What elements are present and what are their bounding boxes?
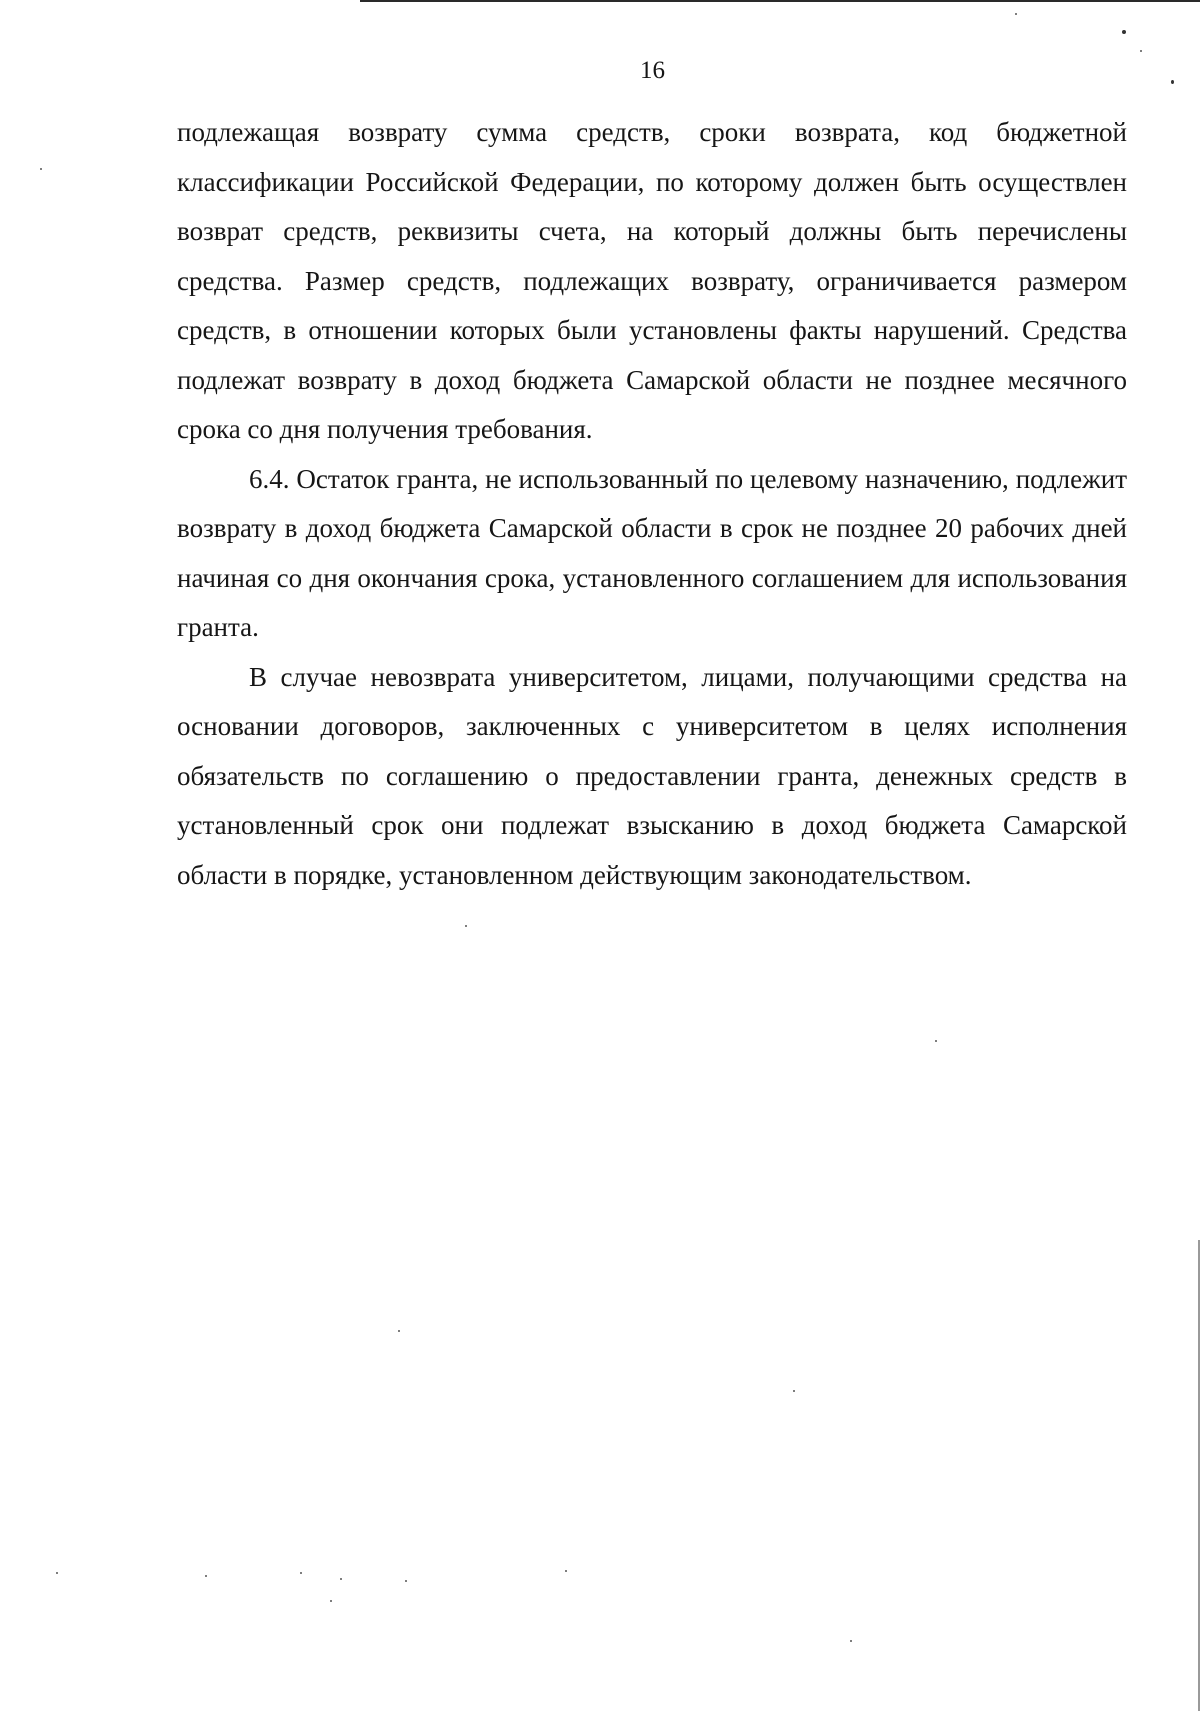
scan-speck xyxy=(340,1578,342,1580)
page-number: 16 xyxy=(640,57,665,84)
scan-speck xyxy=(793,1390,795,1392)
scan-speck xyxy=(1122,30,1126,34)
paragraph-continuation: подлежащая возврату сумма средств, сроки возврата, код бюджетной классификации Российской Федерации, по которому должен быть осуществлен возврат средств, реквизиты счета, на который должны быть перечислены средства. Размер средств, подлежащих возврату, ограничивается размером средств, в отношении которых были установлены факты нарушений. Средства подлежат возврату в доход бюджета Самарской области не позднее месячного срока со дня получения требования. xyxy=(177,117,1127,444)
scan-speck xyxy=(565,1570,567,1572)
scan-edge-top xyxy=(360,0,1200,2)
paragraph-non-return: В случае невозврата университетом, лицами, получающими средства на основании договоров, заключенных с университетом в целях исполнения обязательств по соглашению о предоставлении гранта, денежных средств в установленный срок они подлежат взысканию в доход бюджета Самарской области в порядке, установленном действующим законодательством. xyxy=(177,661,1127,890)
scan-speck xyxy=(330,1600,332,1602)
scan-speck xyxy=(1015,13,1017,15)
document-body xyxy=(177,108,1127,900)
scan-speck xyxy=(405,1580,407,1582)
scan-speck xyxy=(850,1640,852,1642)
scan-speck xyxy=(205,1575,207,1577)
paragraph-6-4: 6.4. Остаток гранта, не использованный по целевому назначению, подлежит возврату в доход бюджета Самарской области в срок не позднее 20 рабочих дней начиная со дня окончания срока, установленного соглашением для использования гранта. xyxy=(177,463,1127,642)
scan-speck xyxy=(465,925,467,927)
scan-speck xyxy=(1171,80,1174,84)
scan-speck xyxy=(56,1572,58,1574)
scan-speck xyxy=(398,1330,400,1332)
scan-speck xyxy=(935,1040,937,1042)
scan-speck xyxy=(1140,50,1142,52)
scan-speck xyxy=(300,1572,302,1574)
scan-speck xyxy=(40,168,42,170)
